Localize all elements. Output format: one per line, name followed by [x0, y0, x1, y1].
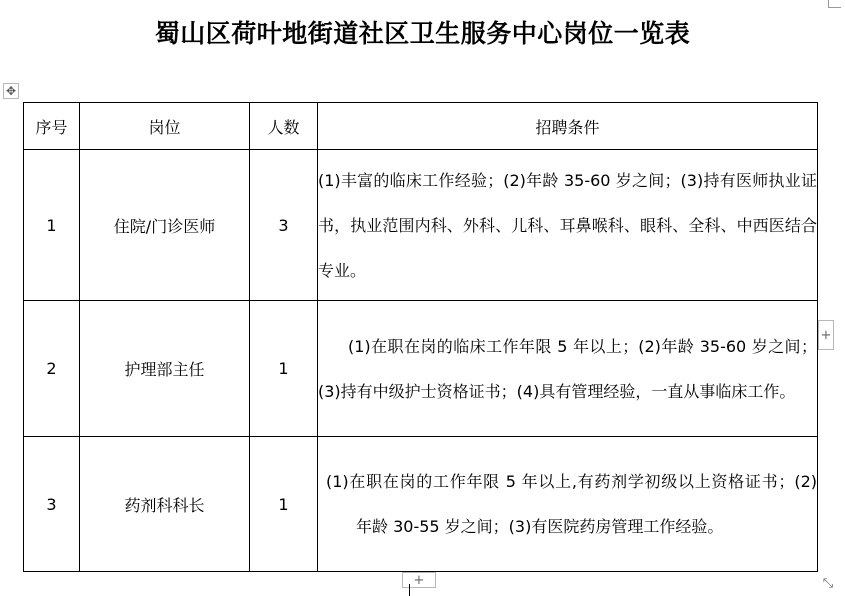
table-header-row — [24, 103, 818, 150]
table-row — [24, 437, 818, 572]
move-arrows-icon: ✥ — [5, 84, 17, 98]
positions-table — [23, 102, 818, 572]
plus-icon: + — [820, 327, 832, 343]
row-requirements: (1)在职在岗的工作年限 5 年以上,有药剂学初级以上资格证书；(2) 年龄 30-55 岁之间；(3)有医院药房管理工作经验。 — [318, 437, 818, 572]
text-cursor — [409, 584, 410, 596]
row-position: 护理部主任 — [80, 301, 250, 437]
row-requirements: (1)丰富的临床工作经验；(2)年龄 35-60 岁之间；(3)持有医师执业证书，执业范围内科、外科、儿科、耳鼻喉科、眼科、全科、中西医结合专业。 — [318, 150, 818, 301]
add-column-button[interactable] — [818, 320, 834, 350]
table-row — [24, 301, 818, 437]
header-requirements: 招聘条件 — [318, 103, 818, 150]
row-index: 1 — [24, 150, 80, 301]
row-count: 1 — [250, 301, 318, 437]
row-requirements: (1)在职在岗的临床工作年限 5 年以上；(2)年龄 35-60 岁之间；(3)持有中级护士资格证书；(4)具有管理经验，一直从事临床工作。 — [318, 301, 818, 437]
header-position: 岗位 — [80, 103, 250, 150]
page-title: 蜀山区荷叶地街道社区卫生服务中心岗位一览表 — [154, 19, 691, 48]
plus-icon: + — [413, 572, 425, 588]
header-index: 序号 — [24, 103, 80, 150]
table-move-handle[interactable] — [3, 83, 19, 99]
row-count: 1 — [250, 437, 318, 572]
header-count: 人数 — [250, 103, 318, 150]
row-index: 2 — [24, 301, 80, 437]
row-position: 住院/门诊医师 — [80, 150, 250, 301]
diagonal-resize-icon: ⤡ — [822, 575, 834, 591]
page-corner-mark — [828, 0, 841, 8]
add-row-button[interactable] — [402, 572, 436, 588]
row-count: 3 — [250, 150, 318, 301]
table-row — [24, 150, 818, 301]
table-resize-handle[interactable] — [820, 575, 836, 591]
row-position: 药剂科科长 — [80, 437, 250, 572]
row-index: 3 — [24, 437, 80, 572]
